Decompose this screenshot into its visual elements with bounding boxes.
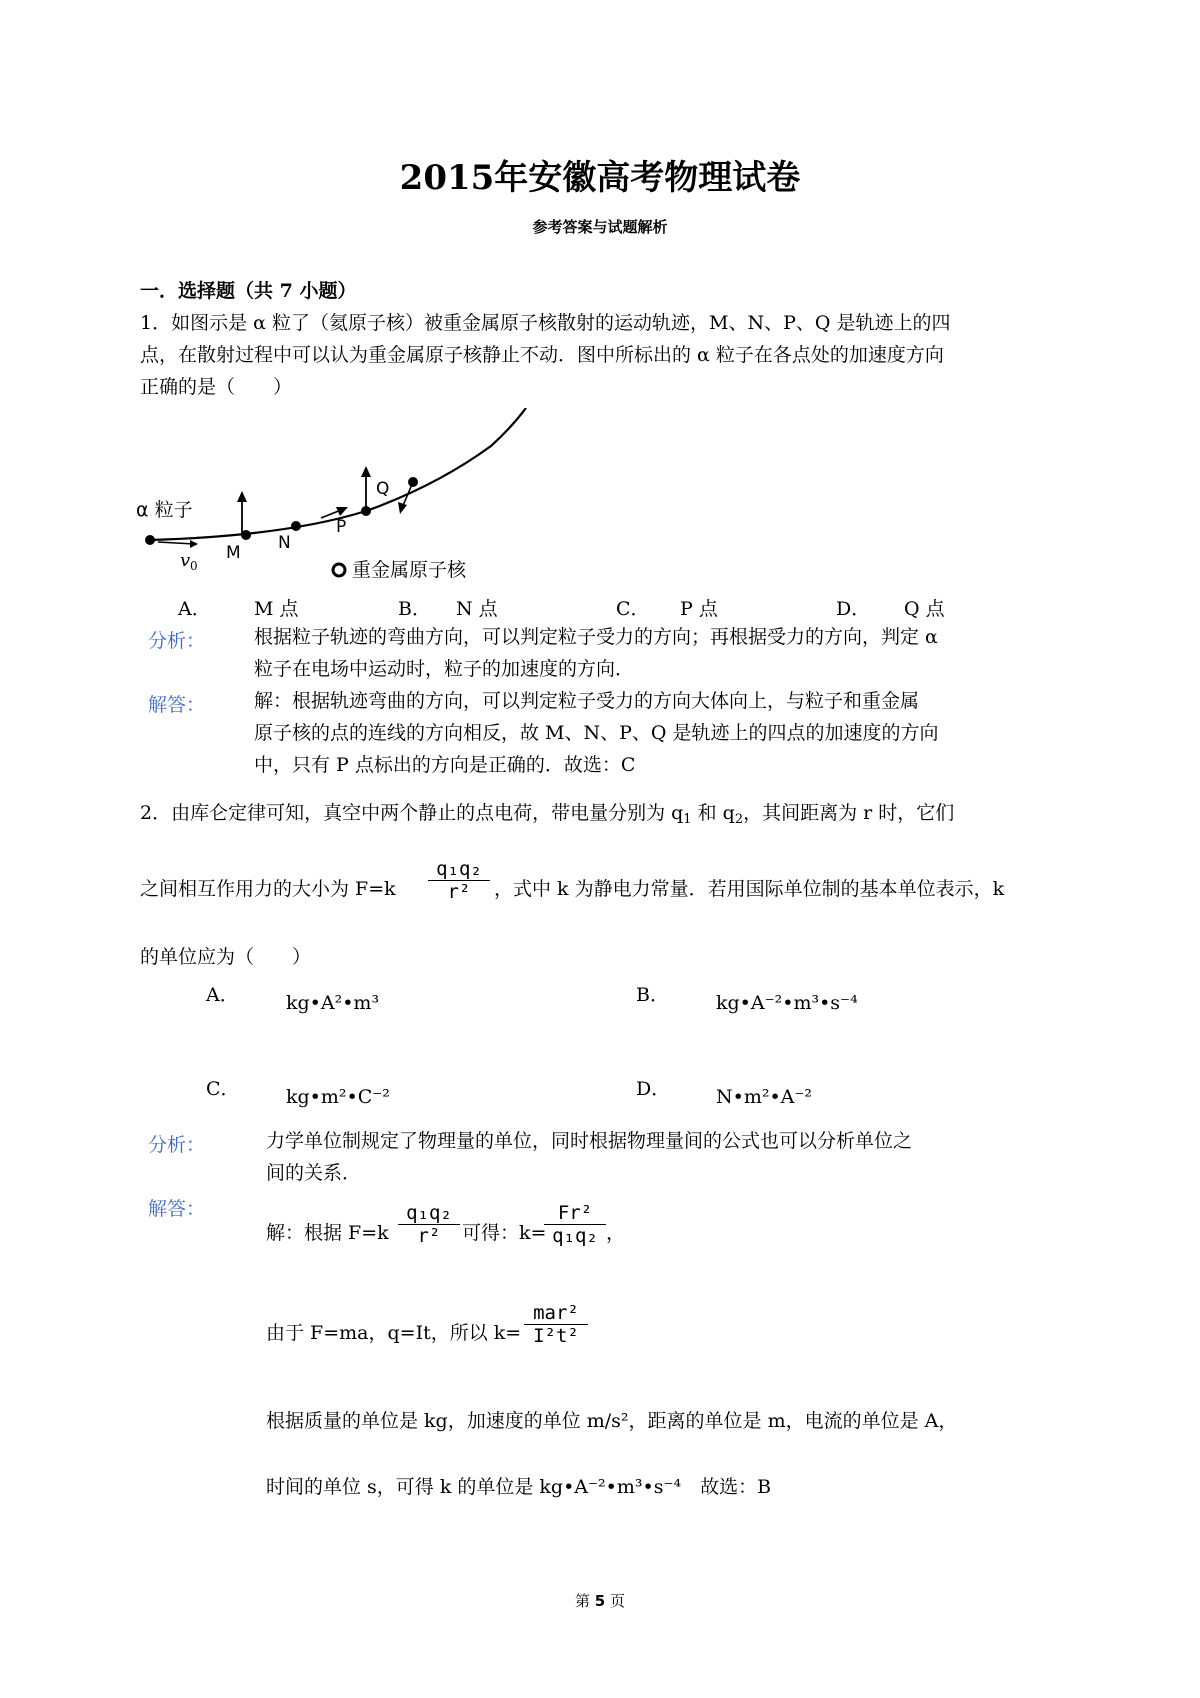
q1-option-b-key: B． <box>398 598 431 620</box>
q2-solution-line-1-pre: 解：根据 F=k <box>266 1222 389 1244</box>
q2-option-d-key: D． <box>636 1078 671 1100</box>
nucleus-label: 重金属原子核 <box>352 559 467 581</box>
label-m: M <box>226 543 241 563</box>
q1-option-b: N 点 <box>456 598 498 620</box>
q1-line-3: 正确的是（ ） <box>140 376 293 398</box>
q2-solution-line-2-pre: 由于 F=ma，q=It，所以 k= <box>266 1322 522 1344</box>
page-number: 第 5 页 <box>575 1592 625 1610</box>
q2-option-c: kg•m²•C⁻² <box>286 1086 390 1108</box>
solution-fraction-2: Fr² q₁q₂ <box>544 1202 606 1247</box>
q2-line-1: 2．由库仑定律可知，真空中两个静止的点电荷，带电量分别为 $q_1$ 和 $q_2$，其间距离为 r 时，它们 <box>140 802 955 827</box>
q2-option-b: kg•A⁻²•m³•s⁻⁴ <box>716 992 858 1014</box>
point-n-dot <box>291 521 301 531</box>
label-n: N <box>278 533 291 553</box>
q1-option-d-key: D． <box>836 598 871 620</box>
q1-line-1: 1．如图示是 α 粒了（氦原子核）被重金属原子核散射的运动轨迹，M、N、P、Q 是轨迹上的四 <box>140 312 951 334</box>
q2-analysis-line-2: 间的关系． <box>266 1162 362 1184</box>
q2-option-a-key: A． <box>206 984 239 1006</box>
q2-line-2-post: ，式中 k 为静电力常量．若用国际单位制的基本单位表示，k <box>494 878 1005 900</box>
scattering-diagram <box>136 408 536 588</box>
q2-analysis-line-1: 力学单位制规定了物理量的单位，同时根据物理量间的公式也可以分析单位之 <box>266 1130 913 1152</box>
alpha-label: α 粒子 <box>136 499 193 521</box>
page-title: 2015年安徽高考物理试卷 <box>399 158 801 198</box>
q1-answer-label: 解答： <box>148 694 206 716</box>
q2-option-a: kg•A²•m³ <box>286 992 380 1014</box>
q2-option-b-key: B． <box>636 984 669 1006</box>
v0-subscript: 0 <box>190 559 198 573</box>
solution-fraction-3: mar² I²t² <box>524 1302 588 1347</box>
q2-option-d: N•m²•A⁻² <box>716 1086 813 1108</box>
q1-analysis-line-1: 根据粒子轨迹的弯曲方向，可以判定粒子受力的方向；再根据受力的方向，判定 α <box>254 626 938 648</box>
q1-analysis-line-2: 粒子在电场中运动时，粒子的加速度的方向． <box>254 658 635 680</box>
q2-line-3: 的单位应为（ ） <box>140 946 312 968</box>
q2-option-c-key: C． <box>206 1078 240 1100</box>
q2-solution-line-3: 根据质量的单位是 kg，加速度的单位 m/s²，距离的单位是 m，电流的单位是 A， <box>266 1410 958 1432</box>
q2-answer-label: 解答： <box>148 1198 206 1220</box>
page-subtitle: 参考答案与试题解析 <box>532 218 668 236</box>
q1-answer-line-1: 解：根据轨迹弯曲的方向，可以判定粒子受力的方向大体向上，与粒子和重金属 <box>254 690 920 712</box>
q1-analysis-label: 分析： <box>148 630 206 652</box>
v0-label: v <box>180 550 191 571</box>
q1-option-d: Q 点 <box>904 598 945 620</box>
q1-answer-line-3: 中，只有 P 点标出的方向是正确的．故选：C <box>254 754 636 776</box>
label-q: Q <box>376 479 390 499</box>
q1-answer-line-2: 原子核的点的连线的方向相反，故 M、N、P、Q 是轨迹上的四点的加速度的方向 <box>254 722 939 744</box>
q2-analysis-label: 分析： <box>148 1134 206 1156</box>
label-p: P <box>336 517 347 537</box>
q2-solution-line-1-mid: 可得：k= <box>462 1222 547 1244</box>
q1-option-a: M 点 <box>254 598 299 620</box>
q1-option-c-key: C． <box>616 598 650 620</box>
q2-solution-line-4: 时间的单位 s，可得 k 的单位是 kg•A⁻²•m³•s⁻⁴ 故选：B <box>266 1476 772 1498</box>
coulomb-fraction: q₁q₂ r² <box>428 858 490 903</box>
q2-line-2-pre: 之间相互作用力的大小为 F=k <box>140 878 396 900</box>
section-heading: 一．选择题（共 7 小题） <box>140 280 357 302</box>
q1-line-2: 点，在散射过程中可以认为重金属原子核静止不动．图中所标出的 α 粒子在各点处的加速度方向 <box>140 344 944 366</box>
nucleus-marker <box>333 564 345 576</box>
solution-fraction-1: q₁q₂ r² <box>398 1202 460 1247</box>
alpha-particle-dot <box>145 535 155 545</box>
q1-option-c: P 点 <box>680 598 718 620</box>
q2-solution-line-1-post: ， <box>606 1222 626 1244</box>
q1-option-a-key: A． <box>178 598 211 620</box>
